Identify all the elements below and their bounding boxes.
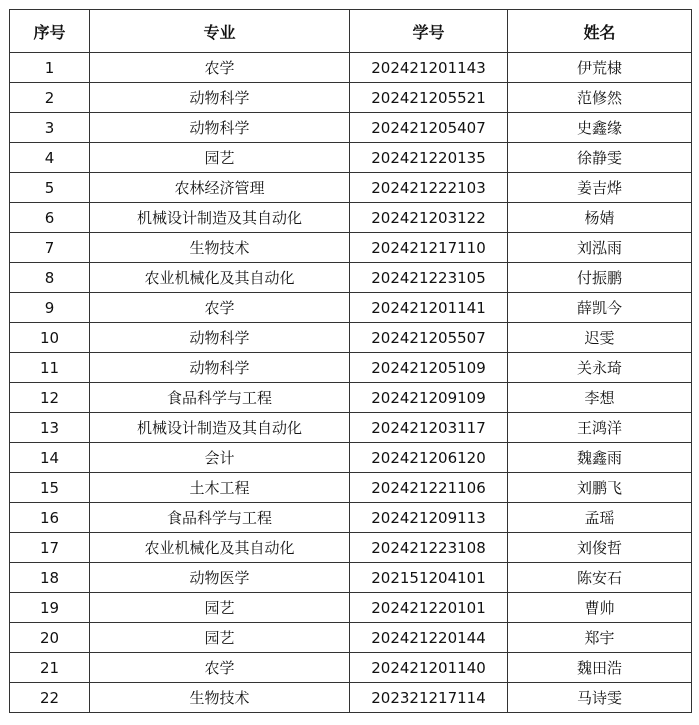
cell-serial-number: 13 — [10, 413, 90, 443]
cell-student-id: 202421220144 — [350, 623, 508, 653]
cell-name: 魏鑫雨 — [508, 443, 692, 473]
cell-student-id: 202421220101 — [350, 593, 508, 623]
cell-name: 马诗雯 — [508, 683, 692, 713]
cell-major: 食品科学与工程 — [90, 383, 350, 413]
cell-student-id: 202421205507 — [350, 323, 508, 353]
cell-name: 杨婧 — [508, 203, 692, 233]
cell-student-id: 202421203122 — [350, 203, 508, 233]
cell-serial-number: 20 — [10, 623, 90, 653]
cell-name: 薛凯今 — [508, 293, 692, 323]
cell-student-id: 202421222103 — [350, 173, 508, 203]
cell-serial-number: 17 — [10, 533, 90, 563]
cell-major: 园艺 — [90, 143, 350, 173]
cell-serial-number: 11 — [10, 353, 90, 383]
cell-serial-number: 18 — [10, 563, 90, 593]
cell-student-id: 202421206120 — [350, 443, 508, 473]
cell-serial-number: 5 — [10, 173, 90, 203]
cell-serial-number: 16 — [10, 503, 90, 533]
cell-student-id: 202321217114 — [350, 683, 508, 713]
table-row — [10, 443, 692, 473]
cell-student-id: 202421201140 — [350, 653, 508, 683]
table-row — [10, 353, 692, 383]
cell-serial-number: 14 — [10, 443, 90, 473]
table-row — [10, 653, 692, 683]
cell-major: 农业机械化及其自动化 — [90, 263, 350, 293]
cell-serial-number: 2 — [10, 83, 90, 113]
cell-major: 农林经济管理 — [90, 173, 350, 203]
table-row — [10, 503, 692, 533]
cell-major: 生物技术 — [90, 683, 350, 713]
header-serial-number: 序号 — [10, 10, 90, 53]
cell-student-id: 202421209109 — [350, 383, 508, 413]
cell-student-id: 202421217110 — [350, 233, 508, 263]
cell-major: 动物科学 — [90, 323, 350, 353]
cell-major: 机械设计制造及其自动化 — [90, 203, 350, 233]
cell-name: 陈安石 — [508, 563, 692, 593]
cell-serial-number: 10 — [10, 323, 90, 353]
cell-major: 农学 — [90, 653, 350, 683]
cell-student-id: 202421205109 — [350, 353, 508, 383]
cell-major: 动物科学 — [90, 83, 350, 113]
cell-name: 迟雯 — [508, 323, 692, 353]
cell-serial-number: 9 — [10, 293, 90, 323]
cell-major: 农学 — [90, 53, 350, 83]
cell-major: 动物科学 — [90, 113, 350, 143]
table-row — [10, 323, 692, 353]
table-row — [10, 473, 692, 503]
cell-major: 生物技术 — [90, 233, 350, 263]
header-name: 姓名 — [508, 10, 692, 53]
cell-student-id: 202421223105 — [350, 263, 508, 293]
cell-major: 园艺 — [90, 593, 350, 623]
cell-major: 园艺 — [90, 623, 350, 653]
cell-serial-number: 21 — [10, 653, 90, 683]
cell-serial-number: 3 — [10, 113, 90, 143]
header-major: 专业 — [90, 10, 350, 53]
cell-name: 郑宇 — [508, 623, 692, 653]
table-row — [10, 203, 692, 233]
cell-serial-number: 15 — [10, 473, 90, 503]
cell-name: 徐静雯 — [508, 143, 692, 173]
cell-serial-number: 4 — [10, 143, 90, 173]
cell-major: 动物科学 — [90, 353, 350, 383]
table-header — [10, 10, 692, 53]
cell-student-id: 202421205407 — [350, 113, 508, 143]
header-student-id: 学号 — [350, 10, 508, 53]
cell-name: 史鑫缘 — [508, 113, 692, 143]
cell-student-id: 202421203117 — [350, 413, 508, 443]
cell-name: 魏田浩 — [508, 653, 692, 683]
cell-student-id: 202151204101 — [350, 563, 508, 593]
table-row — [10, 683, 692, 713]
cell-serial-number: 19 — [10, 593, 90, 623]
table-row — [10, 113, 692, 143]
table-row — [10, 593, 692, 623]
cell-major: 农学 — [90, 293, 350, 323]
table-body — [10, 53, 692, 713]
cell-major: 农业机械化及其自动化 — [90, 533, 350, 563]
cell-major: 土木工程 — [90, 473, 350, 503]
cell-student-id: 202421220135 — [350, 143, 508, 173]
cell-name: 刘鹏飞 — [508, 473, 692, 503]
table-row — [10, 383, 692, 413]
table-row — [10, 233, 692, 263]
cell-major: 食品科学与工程 — [90, 503, 350, 533]
cell-name: 姜吉烨 — [508, 173, 692, 203]
cell-name: 伊荒棣 — [508, 53, 692, 83]
cell-name: 李想 — [508, 383, 692, 413]
student-roster-table — [9, 9, 692, 713]
cell-serial-number: 6 — [10, 203, 90, 233]
table-row — [10, 563, 692, 593]
cell-name: 王鸿洋 — [508, 413, 692, 443]
cell-student-id: 202421205521 — [350, 83, 508, 113]
table-row — [10, 293, 692, 323]
cell-name: 范修然 — [508, 83, 692, 113]
cell-student-id: 202421201143 — [350, 53, 508, 83]
cell-student-id: 202421209113 — [350, 503, 508, 533]
table-row — [10, 533, 692, 563]
cell-name: 刘俊哲 — [508, 533, 692, 563]
cell-major: 会计 — [90, 443, 350, 473]
table-row — [10, 623, 692, 653]
table-row — [10, 143, 692, 173]
cell-serial-number: 22 — [10, 683, 90, 713]
cell-serial-number: 12 — [10, 383, 90, 413]
cell-student-id: 202421223108 — [350, 533, 508, 563]
cell-student-id: 202421201141 — [350, 293, 508, 323]
table-row — [10, 173, 692, 203]
cell-student-id: 202421221106 — [350, 473, 508, 503]
table-row — [10, 53, 692, 83]
cell-serial-number: 1 — [10, 53, 90, 83]
cell-name: 付振鹏 — [508, 263, 692, 293]
table-row — [10, 413, 692, 443]
table-row — [10, 83, 692, 113]
cell-major: 机械设计制造及其自动化 — [90, 413, 350, 443]
cell-major: 动物医学 — [90, 563, 350, 593]
table-row — [10, 263, 692, 293]
header-row — [10, 10, 692, 53]
cell-name: 孟瑶 — [508, 503, 692, 533]
cell-name: 曹帅 — [508, 593, 692, 623]
cell-name: 关永琦 — [508, 353, 692, 383]
cell-name: 刘泓雨 — [508, 233, 692, 263]
cell-serial-number: 8 — [10, 263, 90, 293]
cell-serial-number: 7 — [10, 233, 90, 263]
